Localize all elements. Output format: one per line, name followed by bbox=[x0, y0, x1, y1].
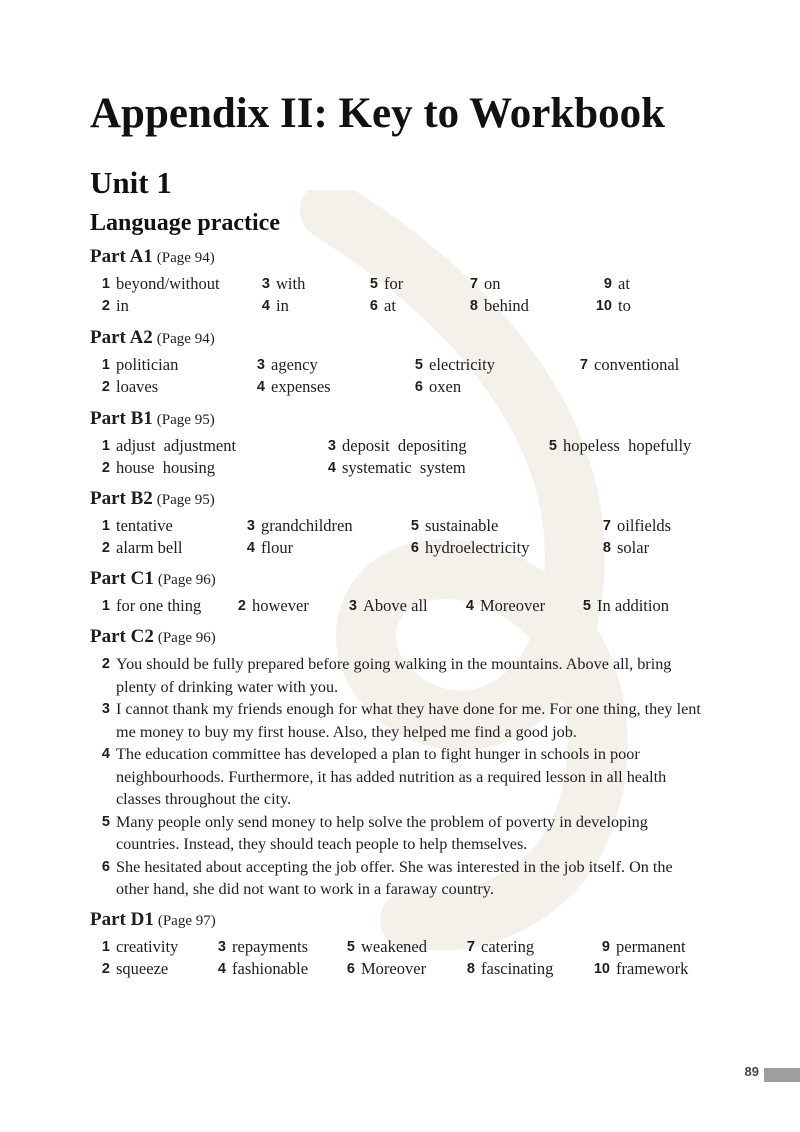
answer-text: in bbox=[116, 296, 129, 315]
answer-number: 8 bbox=[602, 540, 611, 556]
part-b2 bbox=[90, 487, 710, 559]
answer-number: 10 bbox=[595, 298, 612, 314]
answer-number: 5 bbox=[369, 276, 378, 292]
answer-text: In addition bbox=[597, 596, 669, 615]
part-heading bbox=[90, 908, 710, 932]
answer-number: 6 bbox=[414, 379, 423, 395]
answer-number: 2 bbox=[101, 379, 110, 395]
answer-text: You should be fully prepared before going walking in the mountains. Above all, bring plenty of drinking water with you. bbox=[116, 655, 672, 696]
answer-text: oilfields bbox=[617, 516, 672, 535]
answer-text: expenses bbox=[271, 377, 331, 396]
answer-text: The education committee has developed a plan to fight hunger in schools in poor neighbourhoods. Furthermore, it has added nutrition as a required lesson in all health classes throughout the city. bbox=[116, 745, 667, 808]
answer-text: repayments bbox=[232, 937, 309, 956]
answer-text: hydroelectricity bbox=[425, 538, 530, 557]
answer-text: conventional bbox=[594, 355, 680, 374]
answer-text: weakened bbox=[361, 937, 427, 956]
part-name: Part A2 bbox=[90, 327, 153, 348]
answer-text: for one thing bbox=[116, 596, 202, 615]
answer-number: 4 bbox=[465, 598, 474, 614]
answer-text: at bbox=[618, 274, 630, 293]
answer-number: 3 bbox=[256, 357, 265, 373]
part-b1 bbox=[90, 407, 710, 479]
part-d1 bbox=[90, 908, 710, 980]
answer-text: I cannot thank my friends enough for what they have done for me. For one thing, they lent me money to buy my first house. Also, they helped me find a good job. bbox=[116, 700, 701, 741]
answer-number: 3 bbox=[101, 701, 110, 717]
answer-number: 9 bbox=[603, 276, 612, 292]
answer-number: 4 bbox=[246, 540, 255, 556]
answer-number: 5 bbox=[101, 813, 110, 830]
part-page-ref: (Page 96) bbox=[157, 630, 216, 646]
answer-number: 6 bbox=[101, 858, 110, 875]
answer-text: with bbox=[276, 274, 306, 293]
answer-number: 2 bbox=[101, 298, 110, 314]
part-page-ref: (Page 94) bbox=[156, 250, 215, 266]
answer-row bbox=[90, 354, 710, 376]
answer-text: hopeless hopefully bbox=[563, 436, 692, 455]
answer-text: Above all bbox=[363, 596, 428, 615]
answer-number: 6 bbox=[346, 961, 355, 977]
part-page-ref: (Page 95) bbox=[156, 412, 215, 428]
answer-number: 9 bbox=[601, 939, 610, 955]
answer-number: 7 bbox=[602, 518, 611, 534]
answer-number: 3 bbox=[348, 598, 357, 614]
answer-number: 3 bbox=[217, 939, 226, 955]
page-number: 89 bbox=[744, 1064, 759, 1079]
answer-number: 5 bbox=[582, 598, 591, 614]
answer-row bbox=[90, 537, 710, 559]
answer-number: 1 bbox=[101, 357, 110, 373]
answer-text: Moreover bbox=[361, 959, 427, 978]
answer-text: catering bbox=[481, 937, 535, 956]
answer-number: 4 bbox=[217, 961, 226, 977]
answer-text: to bbox=[618, 296, 631, 315]
part-page-ref: (Page 97) bbox=[157, 913, 216, 929]
answer-text: tentative bbox=[116, 516, 173, 535]
answer-number: 5 bbox=[410, 518, 419, 534]
answer-number: 3 bbox=[246, 518, 255, 534]
part-c2 bbox=[90, 625, 710, 901]
answer-text: Many people only send money to help solve the problem of poverty in developing countries. Instead, they should teach people to help themselves. bbox=[116, 812, 648, 853]
part-heading bbox=[90, 487, 710, 511]
answer-number: 1 bbox=[101, 598, 110, 614]
answer-text: agency bbox=[271, 355, 318, 374]
answer-row bbox=[90, 515, 710, 537]
answer-number: 3 bbox=[327, 438, 336, 454]
answer-number: 5 bbox=[414, 357, 423, 373]
part-heading bbox=[90, 326, 710, 350]
answer-text: fascinating bbox=[481, 959, 554, 978]
answer-number: 3 bbox=[261, 276, 270, 292]
answer-number: 7 bbox=[579, 357, 588, 373]
answer-text: Moreover bbox=[480, 596, 546, 615]
answer-text: She hesitated about accepting the job offer. She was interested in the job itself. On the other hand, she did not want to work in a faraway country. bbox=[116, 857, 673, 898]
part-heading bbox=[90, 567, 710, 591]
answer-text: loaves bbox=[116, 377, 159, 396]
part-name: Part B2 bbox=[90, 488, 153, 509]
answer-text: on bbox=[484, 274, 501, 293]
answer-number: 2 bbox=[101, 540, 110, 556]
answer-paragraph bbox=[90, 743, 710, 811]
page-title: Appendix II: Key to Workbook bbox=[90, 90, 666, 137]
answer-text: for bbox=[384, 274, 404, 293]
part-page-ref: (Page 94) bbox=[156, 331, 215, 347]
answer-row bbox=[90, 936, 710, 958]
answer-number: 8 bbox=[469, 298, 478, 314]
answer-number: 10 bbox=[593, 961, 610, 977]
answer-number: 8 bbox=[466, 961, 475, 977]
answer-paragraph bbox=[90, 698, 710, 743]
answer-text: deposit depositing bbox=[342, 436, 467, 455]
answer-text: behind bbox=[484, 296, 529, 315]
page-number-bar bbox=[764, 1068, 800, 1082]
answer-row bbox=[90, 376, 710, 398]
answer-text: oxen bbox=[429, 377, 462, 396]
answer-number: 1 bbox=[101, 276, 110, 292]
part-a2 bbox=[90, 326, 710, 398]
part-name: Part C2 bbox=[90, 626, 154, 647]
part-name: Part D1 bbox=[90, 909, 154, 930]
answer-text: grandchildren bbox=[261, 516, 353, 535]
answer-text: systematic system bbox=[342, 458, 466, 477]
answer-text: house housing bbox=[116, 458, 215, 477]
answer-text: squeeze bbox=[116, 959, 169, 978]
answer-text: however bbox=[252, 596, 309, 615]
answer-text: solar bbox=[617, 538, 650, 557]
answer-number: 4 bbox=[101, 746, 110, 762]
answer-paragraph bbox=[90, 653, 710, 698]
answer-row bbox=[90, 435, 710, 457]
answer-text: beyond/without bbox=[116, 274, 220, 293]
answer-text: framework bbox=[616, 959, 689, 978]
answer-paragraph bbox=[90, 856, 710, 901]
answer-number: 1 bbox=[101, 939, 110, 955]
answer-text: flour bbox=[261, 538, 294, 557]
answer-text: fashionable bbox=[232, 959, 309, 978]
unit-title: Unit 1 bbox=[90, 165, 172, 200]
part-a1 bbox=[90, 245, 710, 317]
answer-number: 6 bbox=[369, 298, 378, 314]
part-c1 bbox=[90, 567, 710, 617]
part-name: Part A1 bbox=[90, 246, 153, 267]
part-name: Part B1 bbox=[90, 408, 153, 429]
answer-text: electricity bbox=[429, 355, 495, 374]
answer-number: 2 bbox=[101, 961, 110, 977]
answer-text: politician bbox=[116, 355, 179, 374]
answer-number: 4 bbox=[261, 298, 270, 314]
answer-number: 7 bbox=[466, 939, 475, 955]
answer-row bbox=[90, 295, 710, 317]
part-heading bbox=[90, 407, 710, 431]
answer-number: 5 bbox=[346, 939, 355, 955]
answer-number: 1 bbox=[101, 518, 110, 534]
answer-text: alarm bell bbox=[116, 538, 183, 557]
answer-row bbox=[90, 958, 710, 980]
answer-number: 4 bbox=[327, 460, 336, 476]
answer-number: 1 bbox=[101, 438, 110, 454]
answer-paragraph bbox=[90, 811, 710, 856]
answer-number: 5 bbox=[548, 438, 557, 454]
part-heading bbox=[90, 625, 710, 649]
answer-number: 2 bbox=[101, 460, 110, 476]
answer-row bbox=[90, 273, 710, 295]
part-page-ref: (Page 96) bbox=[157, 572, 216, 588]
answer-number: 2 bbox=[101, 656, 110, 672]
part-heading bbox=[90, 245, 710, 269]
answer-text: sustainable bbox=[425, 516, 499, 535]
answer-number: 4 bbox=[256, 379, 265, 395]
answer-number: 6 bbox=[410, 540, 419, 556]
answer-text: in bbox=[276, 296, 289, 315]
answer-number: 7 bbox=[469, 276, 478, 292]
answer-row bbox=[90, 457, 710, 479]
part-name: Part C1 bbox=[90, 568, 154, 589]
answer-number: 2 bbox=[237, 598, 246, 614]
answer-text: adjust adjustment bbox=[116, 436, 237, 455]
answer-text: at bbox=[384, 296, 396, 315]
section-title: Language practice bbox=[90, 210, 280, 236]
answer-row bbox=[90, 595, 710, 617]
answer-text: permanent bbox=[616, 937, 686, 956]
part-page-ref: (Page 95) bbox=[156, 492, 215, 508]
answer-text: creativity bbox=[116, 937, 179, 956]
